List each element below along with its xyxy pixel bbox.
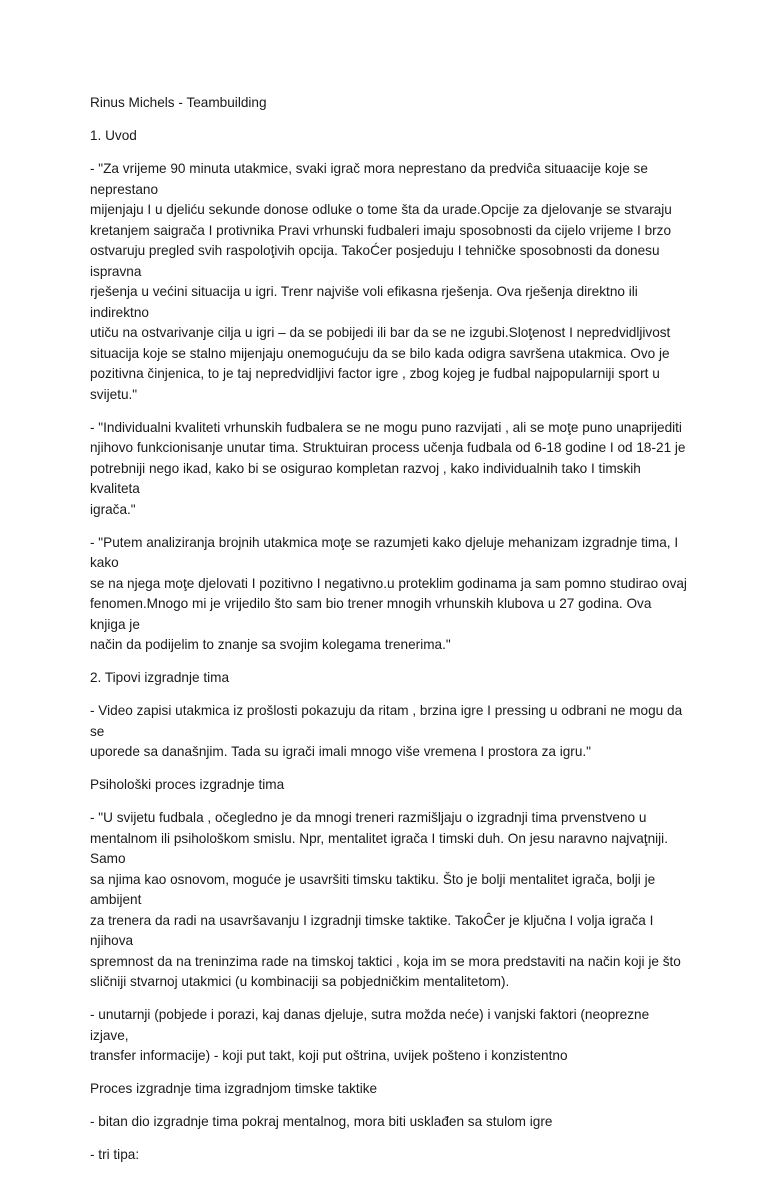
- paragraph-quote-3: - "Putem analiziranja brojnih utakmica moţe se razumjeti kako djeluje mehanizam izgradnje tima, I kako se na njega moţe djelovati I pozitivno I negativno.u proteklim godinama ja sam pomno studirao ovaj fenomen.Mnogo mi je vrijedilo što sam bio trener mnogih vrhunskih klubova u 27 godina. Ova knjiga je način da podijelim to znanje sa svojim kolegama trenerima.": [90, 534, 687, 652]
- paragraph-video-zapisi: - Video zapisi utakmica iz prošlosti pokazuju da ritam , brzina igre I pressing u odbrani ne mogu da se uporede sa današnjim. Tada su igrači imali mnogo više vremena I prostora za igru.": [90, 703, 683, 759]
- section-heading-tipovi: 2. Tipovi izgradnje tima: [90, 670, 230, 685]
- paragraph-tri-tipa: - tri tipa:: [90, 1147, 140, 1162]
- section-heading-uvod: 1. Uvod: [90, 128, 137, 143]
- paragraph-quote-1: - "Za vrijeme 90 minuta utakmice, svaki igrač mora neprestano da predviĉa situaacije koje se neprestano mijenjaju I u djeliću sekunde donose odluke o tome šta da urade.Opcije za djelovanje se stvaraju kretanjem saigrača I protivnika Pravi vrhunski fudbaleri imaju sposobnosti da cijelo vrijeme I brzo ostvaruju pregled svih raspoloţivih opcija. TakoĆer posjeduju I tehničke sposobnosti da donesu ispravna rješenja u većini situacija u igri. Trenr najviše voli efikasna rješenja. Ova rješenja direktno ili indirektno utiču na ostvarivanje cilja u igri – da se pobijedi ili bar da se ne izgubi.Sloţenost I nepredvidljivost situacija koje se stalno mijenjaju onemogućuju da se bilo kada odigra savršena utakmica. Ovo je pozitivna činjenica, to je taj nepredvidljivi factor igre , zbog kojeg je fudbal najpopularniji sport u svijetu.": [90, 161, 672, 402]
- subheading-psiholoski: Psihološki proces izgradnje tima: [90, 777, 285, 792]
- document-body: [90, 93, 690, 1178]
- paragraph-quote-4: - "U svijetu fudbala , očegledno je da mnogi treneri razmišljaju o izgradnji tima prvenstveno u mentalnom ili psihološkom smislu. Npr, mentalitet igrača I timski duh. On jesu naravno najvaţniji. Samo sa njima kao osnovom, moguće je usavršiti timsku taktiku. Što je bolji mentalitet igrača, bolji je ambijent za trenera da radi na usavršavanju I izgradnji timske taktike. TakoĈer je ključna I volja igrača I njihova spremnost da na treninzima rade na timskoj taktici , koja im se mora predstaviti na način koji je što sličniji stvarnoj utakmici (u kombinaciji sa pobjedničkim mentalitetom).: [90, 810, 681, 989]
- paragraph-quote-2: - "Individualni kvaliteti vrhunskih fudbalera se ne mogu puno razvijati , ali se moţe puno unaprijediti njihovo funkcionisanje unutar tima. Struktuiran process učenja fudbala od 6-18 godine I od 18-21 je potrebniji nego ikad, kako bi se osigurao kompletan razvoj , kako individualnih tako I timskih kvaliteta igrača.": [90, 419, 686, 517]
- paragraph-bitan-dio: - bitan dio izgradnje tima pokraj mentalnog, mora biti usklađen sa stulom igre: [90, 1114, 553, 1129]
- document-title: Rinus Michels - Teambuilding: [90, 95, 267, 110]
- subheading-proces: Proces izgradnje tima izgradnjom timske taktike: [90, 1081, 378, 1096]
- paragraph-faktori: - unutarnji (pobjede i porazi, kaj danas djeluje, sutra možda neće) i vanjski faktori (neoprezne izjave, transfer informacije) - koji put takt, koji put oštrina, uvijek pošteno i konzistentno: [90, 1007, 650, 1063]
